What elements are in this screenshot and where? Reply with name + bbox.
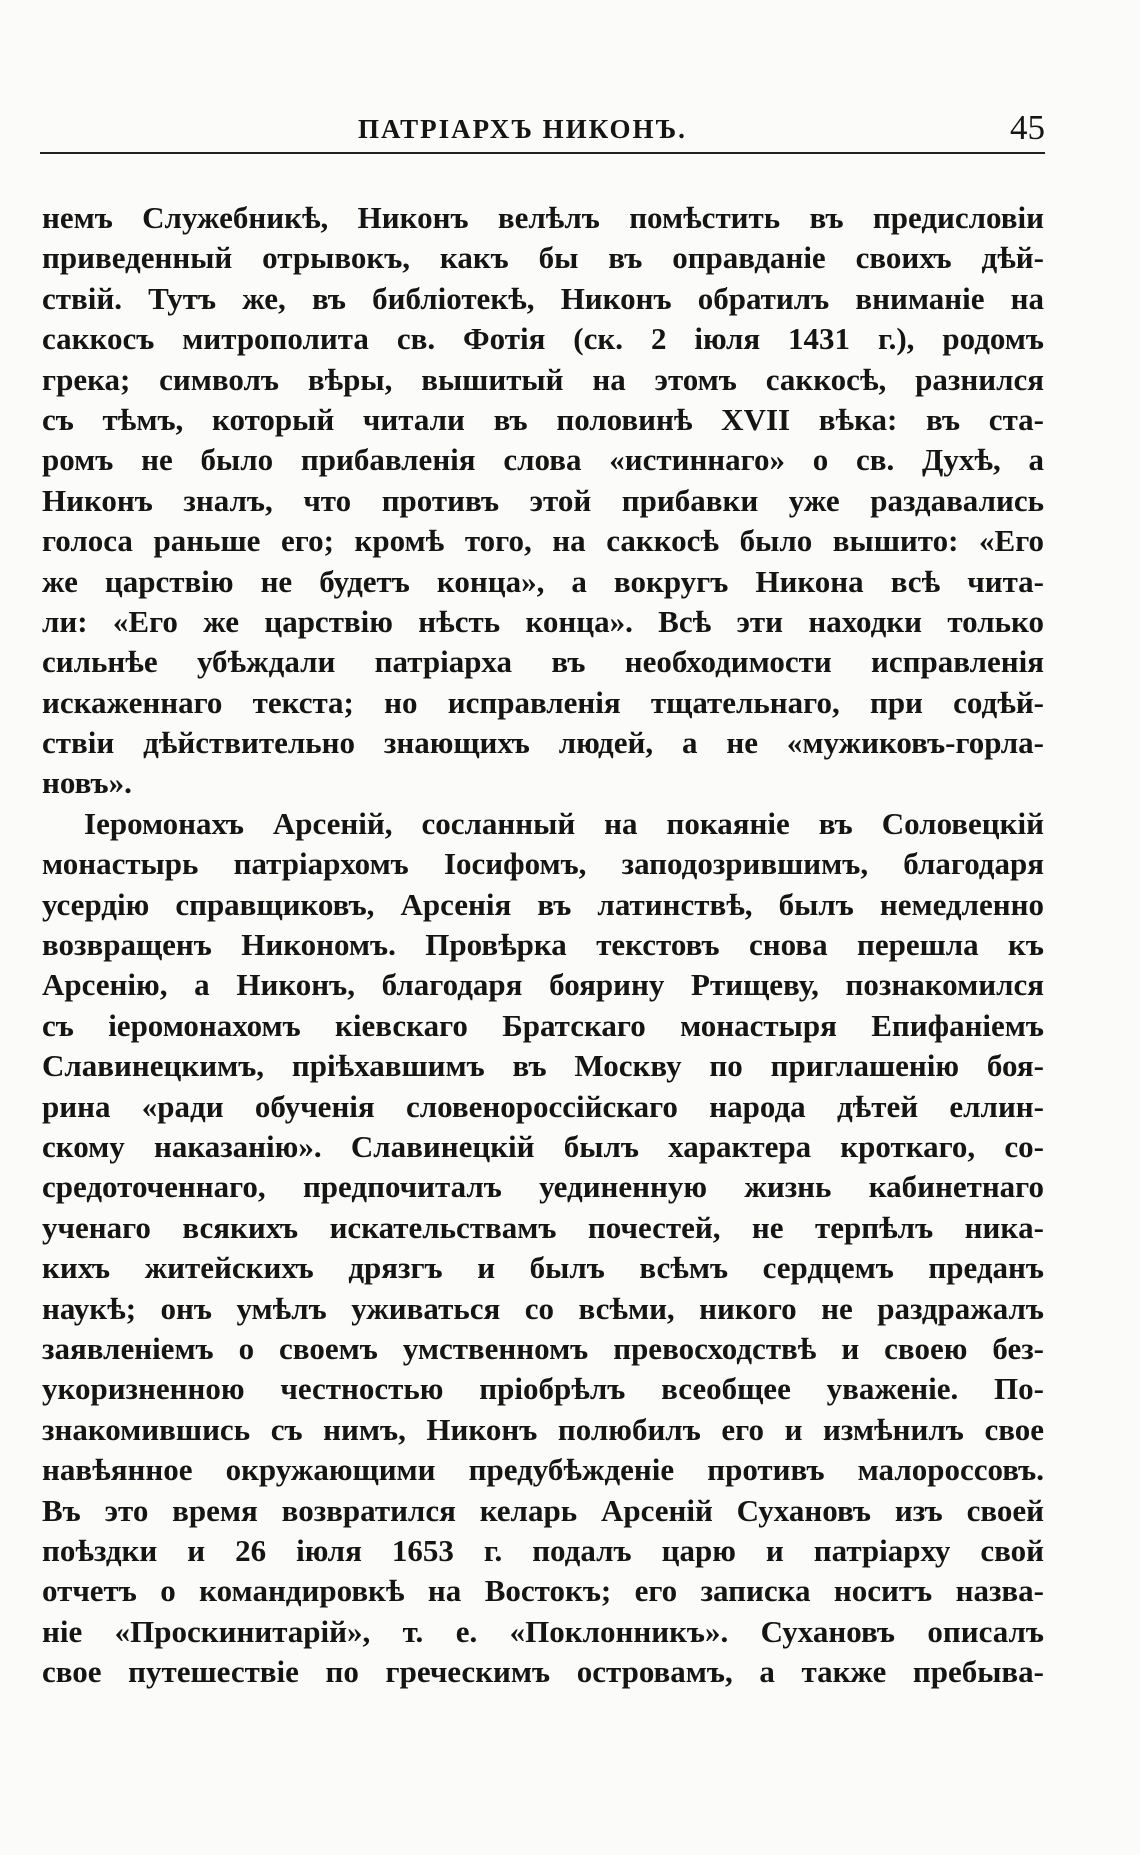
text-line: немъ Служебникѣ, Никонъ велѣлъ помѣстить въ предисловіи [42,200,1044,235]
text-line: голоса раньше его; кромѣ того, на саккосѣ было вышито: «Его [42,523,1044,559]
text-line: кихъ житейскихъ дрязгъ и былъ всѣмъ сердцемъ преданъ [42,1250,1044,1286]
text-line: поѣздки и 26 іюля 1653 г. подалъ царю и патріарху свой [42,1532,1044,1568]
text-line: знакомившись съ нимъ, Никонъ полюбилъ его и измѣнилъ свое [42,1411,1044,1447]
text-line: Іеромонахъ Арсеній, сосланный на покаяніе въ Соловецкій [84,805,1044,841]
text-line: съ тѣмъ, который читали въ половинѣ XVII вѣка: въ ста- [42,401,1044,437]
text-line: скому наказанію». Славинецкій былъ характера кроткаго, со- [42,1128,1044,1164]
paragraph [42,198,1044,804]
text-line: же царствію не будетъ конца», а вокругъ Никона всѣ чита- [42,563,1044,599]
text-line: средоточеннаго, предпочиталъ уединенную жизнь кабинетнаго [42,1169,1044,1205]
text-line: возвращенъ Никономъ. Провѣрка текстовъ снова перешла къ [42,927,1044,963]
text-line: Арсенію, а Никонъ, благодаря боярину Ртищеву, познакомился [42,967,1044,1003]
text-line: рина «ради обученія словенороссійскаго народа дѣтей еллин- [42,1088,1044,1124]
running-title: ПАТРІАРХЪ НИКОНЪ. [358,114,687,144]
text-line: искаженнаго текста; но исправленія тщательнаго, при содѣй- [42,684,1044,720]
text-line: ствій. Тутъ же, въ библіотекѣ, Никонъ обратилъ вниманіе на [42,280,1044,316]
text-line: Славинецкимъ, пріѣхавшимъ въ Москву по приглашенію боя- [42,1048,1044,1084]
text-line: усердію справщиковъ, Арсенія въ латинствѣ, былъ немедленно [42,886,1044,922]
text-line: ли: «Его же царствію нѣсть конца». Всѣ эти находки только [42,603,1044,639]
text-line: новъ». [42,765,132,801]
text-line: съ іеромонахомъ кіевскаго Братскаго монастыря Епифаніемъ [42,1007,1044,1043]
text-line: свое путешествіе по греческимъ островамъ, а также пребыва- [42,1654,1044,1690]
header-rule [40,152,1045,154]
text-line: ученаго всякихъ искательствамъ почестей, не терпѣлъ никa- [42,1209,1044,1245]
text-line: отчетъ о командировкѣ на Востокъ; его записка носитъ назва- [42,1573,1044,1609]
text-line: наукѣ; онъ умѣлъ уживаться со всѣми, никого не раздражалъ [42,1290,1044,1326]
text-line: сильнѣе убѣждали патріарха въ необходимости исправленія [42,644,1044,680]
text-line: навѣянное окружающими предубѣжденіе противъ малороссовъ. [42,1452,1044,1488]
text-line: монастырь патріархомъ Іосифомъ, заподозрившимъ, благодаря [42,846,1044,882]
text-line: заявленіемъ о своемъ умственномъ превосходствѣ и своею без- [42,1330,1044,1366]
text-line: ствіи дѣйствительно знающихъ людей, а не «мужиковъ-горла- [42,725,1044,761]
paragraph [42,804,1044,1693]
text-line: Въ это время возвратился келарь Арсеній Сухановъ изъ своей [42,1492,1044,1528]
text-line: ніе «Проскинитарій», т. е. «Поклонникъ». Сухановъ описалъ [42,1613,1044,1649]
body-text [42,198,1044,1692]
running-header [40,108,1045,152]
page-number: 45 [1010,108,1045,147]
text-line: Никонъ зналъ, что противъ этой прибавки уже раздавались [42,482,1044,518]
text-line: ромъ не было прибавленія слова «истиннаго» о св. Духѣ, а [42,442,1044,478]
text-line: приведенный отрывокъ, какъ бы въ оправданіе своихъ дѣй- [42,240,1044,276]
text-line: грека; символъ вѣры, вышитый на этомъ саккосѣ, разнился [42,361,1044,397]
text-line: укоризненною честностью пріобрѣлъ всеобщее уваженіе. По- [42,1371,1044,1407]
text-line: саккосъ митрополита св. Фотія (ск. 2 іюля 1431 г.), родомъ [42,321,1044,357]
